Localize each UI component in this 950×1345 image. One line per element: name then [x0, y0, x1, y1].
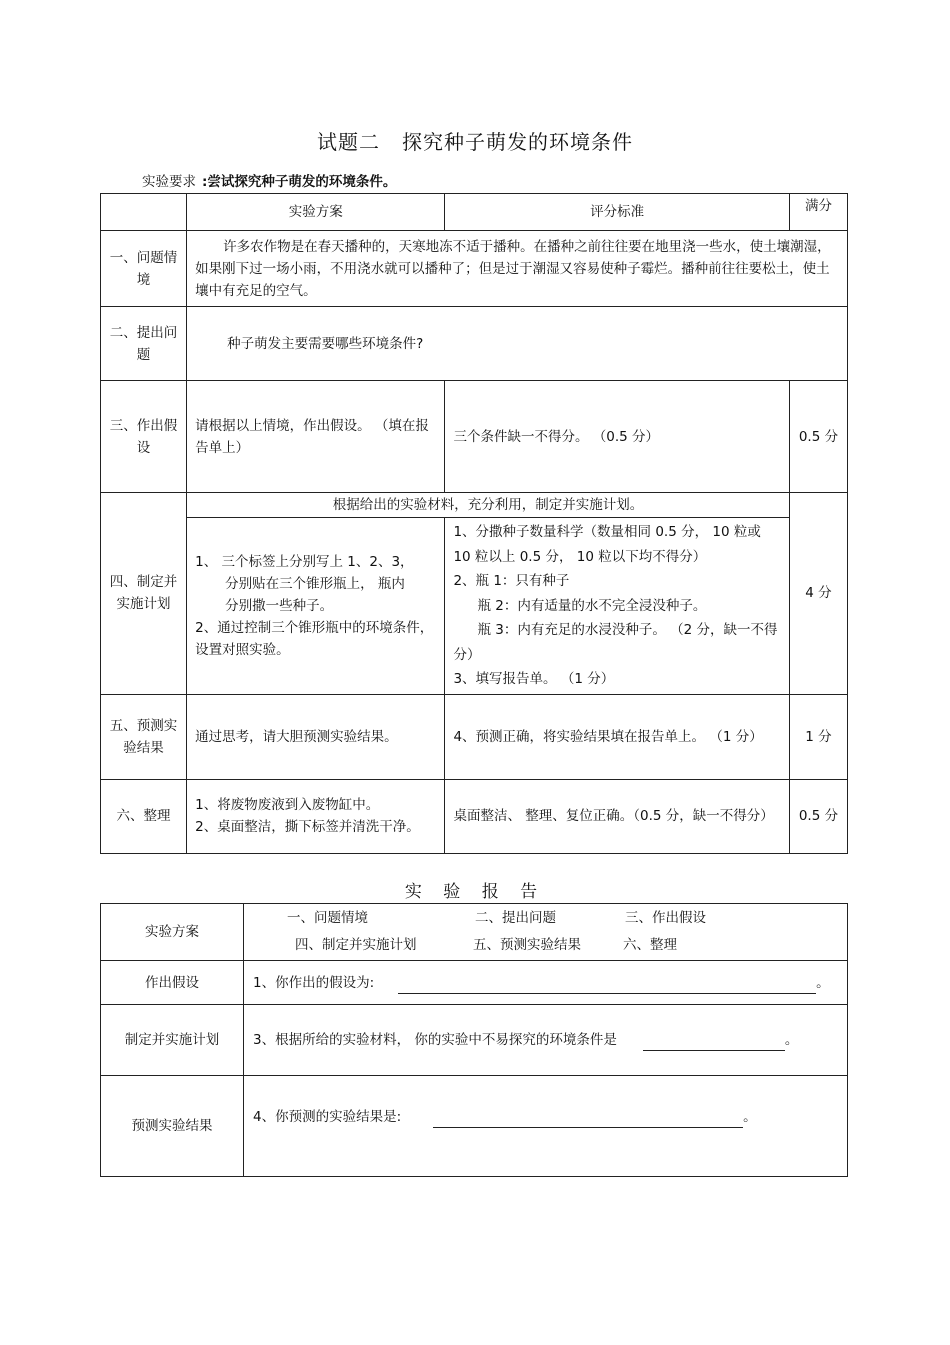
s4-crit-2b: 瓶 2：内有适量的水不完全浸没种子。: [477, 597, 707, 614]
s6-plan: [187, 779, 445, 853]
report-hyp-label: 作出假设: [101, 961, 244, 1005]
report-row-plan: [101, 904, 848, 961]
option-5: 五、预测实验结果: [473, 937, 581, 953]
s4-plan: [187, 518, 445, 695]
s4-crit-1: 1、分撒种子数量科学（数量相同 0.5 分， 10 粒或 10 粒以上 0.5 分， 10 粒以下均不得分）: [453, 524, 761, 565]
option-2: 二、提出问题: [475, 910, 556, 926]
header-score: 满分: [789, 194, 847, 231]
s4-crit-2a: 2、瓶 1：只有种子: [453, 573, 570, 589]
report-planexec-cell: [244, 1005, 848, 1076]
option-4: 四、制定并实施计划: [295, 937, 417, 953]
s3-score: 0.5 分: [789, 381, 847, 493]
result-answer-blank[interactable]: [433, 1113, 743, 1128]
page-title: [0, 126, 950, 155]
rubric-row-5: [101, 694, 848, 779]
s5-score: 1 分: [789, 694, 847, 779]
s4-plan-2: 2、通过控制三个锥形瓶中的环境条件，设置对照实验。: [195, 619, 434, 658]
s2-text: 种子萌发主要需要哪些环境条件?: [187, 307, 848, 381]
result-period: 。: [743, 1109, 757, 1125]
s4-plan-1c: 分别撒一些种子。: [225, 597, 334, 614]
s1-label: 一、问题情境: [101, 231, 187, 307]
report-title: 实 验 报 告: [404, 882, 546, 902]
rubric-row-6: [101, 779, 848, 853]
rubric-header-row: [101, 194, 848, 231]
requirement-text: :尝试探究种子萌发的环境条件。: [202, 174, 397, 190]
header-blank: [101, 194, 187, 231]
s3-label: 三、作出假设: [101, 381, 187, 493]
s3-plan: 请根据以上情境，作出假设。 （填在报告单上）: [187, 381, 445, 493]
hyp-answer-blank[interactable]: [398, 979, 816, 994]
report-row-result: [101, 1076, 848, 1177]
s5-label: 五、预测实验结果: [101, 694, 187, 779]
header-plan: 实验方案: [187, 194, 445, 231]
plan-answer-blank[interactable]: [643, 1036, 785, 1051]
s6-label: 六、整理: [101, 779, 187, 853]
report-hyp-question: 1、你作出的假设为:: [253, 974, 375, 991]
rubric-row-4-intro: [101, 493, 848, 518]
requirement-line: [142, 170, 396, 190]
option-1: 一、问题情境: [287, 910, 368, 926]
s6-plan-2: 2、桌面整洁，撕下标签并清洗干净。: [195, 819, 420, 835]
title-part-1: 试题二: [317, 130, 380, 154]
s2-label: 二、提出问题: [101, 307, 187, 381]
report-row-hypothesis: [101, 961, 848, 1005]
s4-label: 四、制定并实施计划: [101, 493, 187, 695]
s4-plan-1b: 分别贴在三个锥形瓶上， 瓶内: [225, 575, 405, 592]
header-criteria: 评分标准: [445, 194, 789, 231]
s5-criteria: 4、预测正确，将实验结果填在报告单上。 （1 分）: [445, 694, 789, 779]
rubric-row-2: [101, 307, 848, 381]
rubric-row-4-detail: [101, 518, 848, 695]
hyp-period: 。: [816, 974, 830, 991]
rubric-row-1: [101, 231, 848, 307]
s5-plan: 通过思考，请大胆预测实验结果。: [187, 694, 445, 779]
s4-crit-2c: 瓶 3：内有充足的水浸没种子。 （2 分，缺一不得分）: [453, 622, 778, 663]
s4-plan-1a: 1、 三个标签上分别写上 1、2、3，: [195, 553, 414, 570]
report-result-cell: [244, 1076, 848, 1177]
s4-crit-3: 3、填写报告单。 （1 分）: [453, 671, 615, 687]
rubric-table: [100, 193, 848, 854]
rubric-row-3: [101, 381, 848, 493]
requirement-label: 实验要求: [142, 174, 196, 190]
plan-period: 。: [784, 1032, 799, 1048]
option-3: 三、作出假设: [625, 910, 706, 926]
s6-score: 0.5 分: [789, 779, 847, 853]
title-part-2: 探究种子萌发的环境条件: [402, 130, 633, 154]
s4-intro: 根据给出的实验材料，充分利用，制定并实施计划。: [187, 493, 790, 518]
report-hyp-cell: [244, 961, 848, 1005]
report-planexec-label: 制定并实施计划: [101, 1005, 244, 1076]
report-plan-question: 3、根据所给的实验材料， 你的实验中不易探究的环境条件是: [253, 1032, 617, 1048]
s4-criteria: [445, 518, 789, 695]
report-plan-label: 实验方案: [101, 904, 244, 961]
s6-plan-1: 1、将废物废液到入废物缸中。: [195, 797, 380, 813]
report-result-label: 预测实验结果: [101, 1076, 244, 1177]
s3-criteria: 三个条件缺一不得分。 （0.5 分）: [445, 381, 789, 493]
report-table: [100, 903, 848, 1177]
report-plan-options: [244, 904, 848, 961]
s1-text: 许多农作物是在春天播种的，天寒地冻不适于播种。在播种之前往往要在地里浇一些水，使土壤潮湿，如果刚下过一场小雨，不用浇水就可以播种了；但是过于潮湿又容易使种子霉烂。播种前往往要松土，使土壤中有充足的空气。: [187, 231, 848, 307]
s4-score: 4 分: [789, 493, 847, 695]
option-6: 六、整理: [623, 937, 677, 953]
report-row-plan-exec: [101, 1005, 848, 1076]
report-result-question: 4、你预测的实验结果是:: [253, 1109, 402, 1125]
s6-criteria: 桌面整洁、 整理、复位正确。（0.5 分，缺一不得分）: [445, 779, 789, 853]
